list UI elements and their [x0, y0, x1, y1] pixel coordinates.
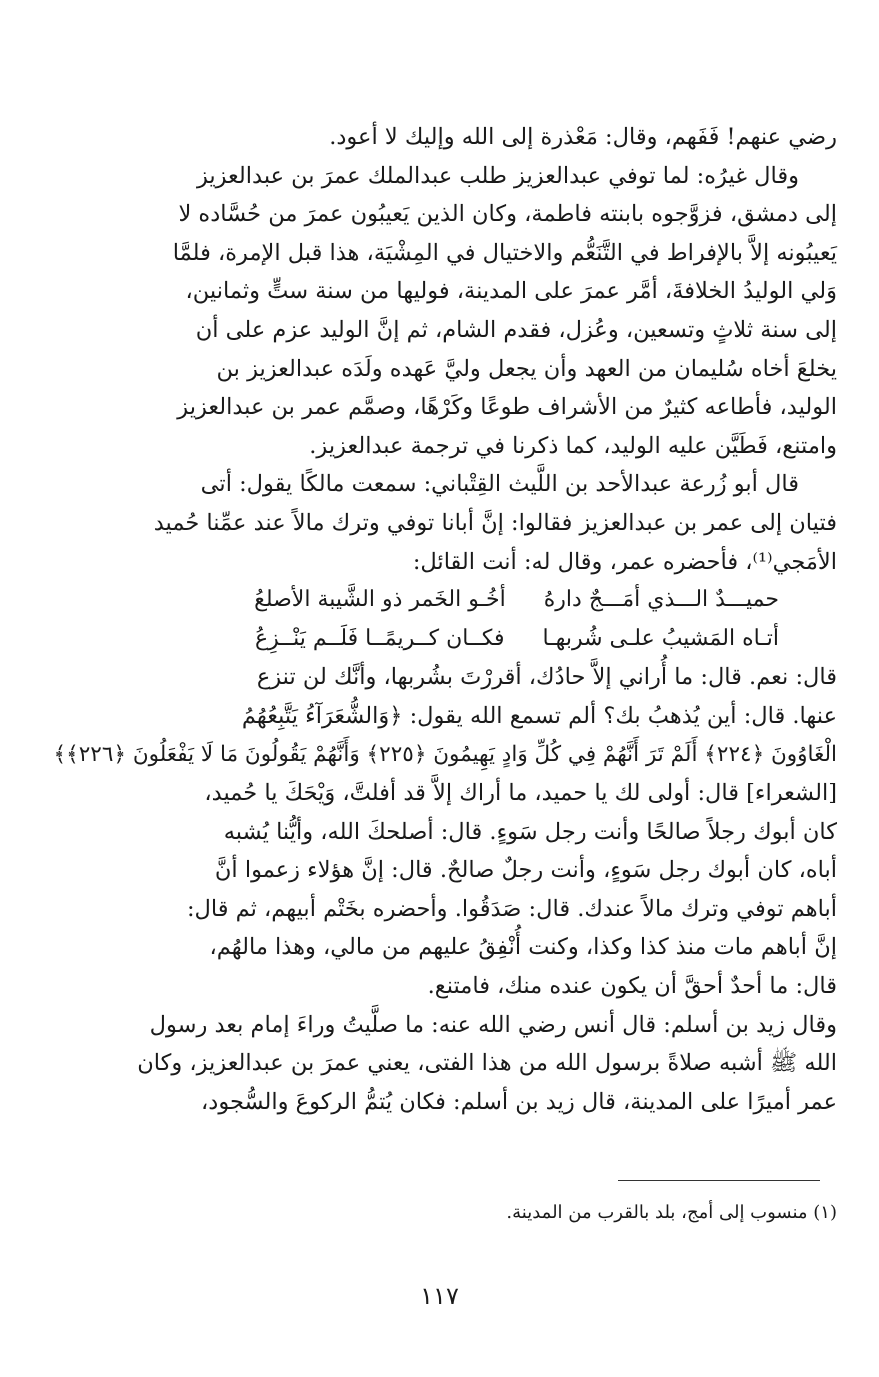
- text-line: وامتنع، فَطَيَّن عليه الوليد، كما ذكرنا في ترجمة عبدالعزيز.: [309, 432, 837, 459]
- quran-verse-line: الْغَاوُونَ ﴿٢٢٤﴾ أَلَمْ تَرَ أَنَّهُمْ فِي كُلِّ وَادٍ يَهِيمُونَ ﴿٢٢٥﴾ وَأَنَّهُمْ يَقُولُونَ مَا لَا يَفْعَلُونَ ﴿٢٢٦﴾﴾: [53, 741, 837, 767]
- text-line: الوليد، فأطاعه كثيرٌ من الأشراف طوعًا وكَرْهًا، وصمَّم عمر بن عبدالعزيز: [177, 394, 837, 421]
- paragraph-start-line: قال أبو زُرعة عبدالأحد بن اللَّيث القِتْباني: سمعت مالكًا يقول: أتى: [200, 471, 799, 498]
- text-line: عنها. قال: أين يُذهبُ بك؟ ألم تسمع الله يقول: ﴿وَالشُّعَرَآءُ يَتَّبِعُهُمُ: [241, 702, 837, 729]
- text-line: أباهم توفي وترك مالاً عندك. قال: صَدَقُوا. وأحضره بخَتْم أبيهم، ثم قال:: [186, 895, 837, 922]
- text-line: وَلي الوليدُ الخلافةَ، أمَّر عمرَ على المدينة، فوليها من سنة ستٍّ وثمانين،: [185, 278, 837, 305]
- text-line: إنَّ أباهم مات منذ كذا وكذا، وكنت أُنْفِقُ عليهم من مالي، وهذا مالهُم،: [209, 934, 837, 961]
- paragraph-start-line: وقال غيرُه: لما توفي عبدالعزيز طلب عبدالملك عمرَ بن عبدالعزيز: [196, 162, 799, 189]
- text-line: قال: ما أحدٌ أحقَّ أن يكون عنده منك، فامتنع.: [427, 973, 837, 1000]
- text-line: أباه، كان أبوك رجل سَوءٍ، وأنت رجلٌ صالحٌ. قال: إنَّ هؤلاء زعموا أنَّ: [214, 857, 837, 884]
- footnote: (١) منسوب إلى أمج، بلد بالقرب من المدينة.: [506, 1202, 837, 1223]
- text-line: يخلعَ أخاه سُليمان من العهد وأن يجعل وليَّ عَهده ولَدَه عبدالعزيز بن: [216, 355, 837, 382]
- poetry-verse: [42, 620, 837, 659]
- verse-first-hemistich: حميـــدٌ الـــذي أمَـــجٌ دارهُ: [543, 587, 779, 613]
- text-line: عمر أميرًا على المدينة، قال زيد بن أسلم: فكان يُتمُّ الركوعَ والسُّجود،: [201, 1088, 837, 1115]
- poetry-verse: [42, 581, 837, 620]
- text-line: رضي عنهم! فَفَهم، وقال: مَعْذرة إلى الله وإليك لا أعود.: [329, 124, 837, 150]
- main-text: [42, 118, 837, 1121]
- text-line: الأمَجي⁽¹⁾، فأحضره عمر، وقال له: أنت القائل:: [412, 548, 837, 575]
- text-line: فتيان إلى عمر بن عبدالعزيز فقالوا: إنَّ أبانا توفي وترك مالاً عند عمِّنا حُميد: [153, 509, 837, 536]
- page-number: ١١٧: [420, 1282, 459, 1310]
- text-line: إلى سنة ثلاثٍ وتسعين، وعُزل، فقدم الشام، ثم إنَّ الوليد عزم على أن: [195, 316, 837, 343]
- verse-second-hemistich: أخُـو الخَمر ذو الشَّيبة الأصلعُ: [254, 587, 506, 613]
- text-line: الله ﷺ أشبه صلاةً برسول الله من هذا الفتى، يعني عمرَ بن عبدالعزيز، وكان: [137, 1050, 837, 1077]
- verse-second-hemistich: فكــان كــريمًــا فَلَــم يَنْــزِعُ: [254, 625, 505, 651]
- text-line: كان أبوك رجلاً صالحًا وأنت رجل سَوءٍ. قال: أصلحكَ الله، وأيُّنا يُشبه: [223, 818, 837, 845]
- text-line: إلى دمشق، فزوَّجوه بابنته فاطمة، وكان الذين يَعيبُون عمرَ من حُسَّاده لا: [178, 201, 837, 228]
- paragraph-start-line: وقال زيد بن أسلم: قال أنس رضي الله عنه: ما صلَّيتُ وراءَ إمام بعد رسول: [149, 1011, 837, 1038]
- verse-first-hemistich: أتـاه المَشيبُ علـى شُربهـا: [542, 625, 779, 651]
- text-line: قال: نعم. قال: ما أُراني إلاَّ حادُك، أقررْتَ بشُربها، وأنَّك لن تنزع: [256, 664, 837, 691]
- footnote-divider: [618, 1180, 820, 1181]
- text-line: يَعيبُونه إلاَّ بالإفراط في التَّنَعُّم والاختيال في المِشْيَة، هذا قبل الإمرة، فلمَّا: [172, 239, 837, 266]
- text-line: [الشعراء] قال: أولى لك يا حميد، ما أراك إلاَّ قد أفلتَّ، وَيْحَكَ يا حُميد،: [204, 780, 837, 807]
